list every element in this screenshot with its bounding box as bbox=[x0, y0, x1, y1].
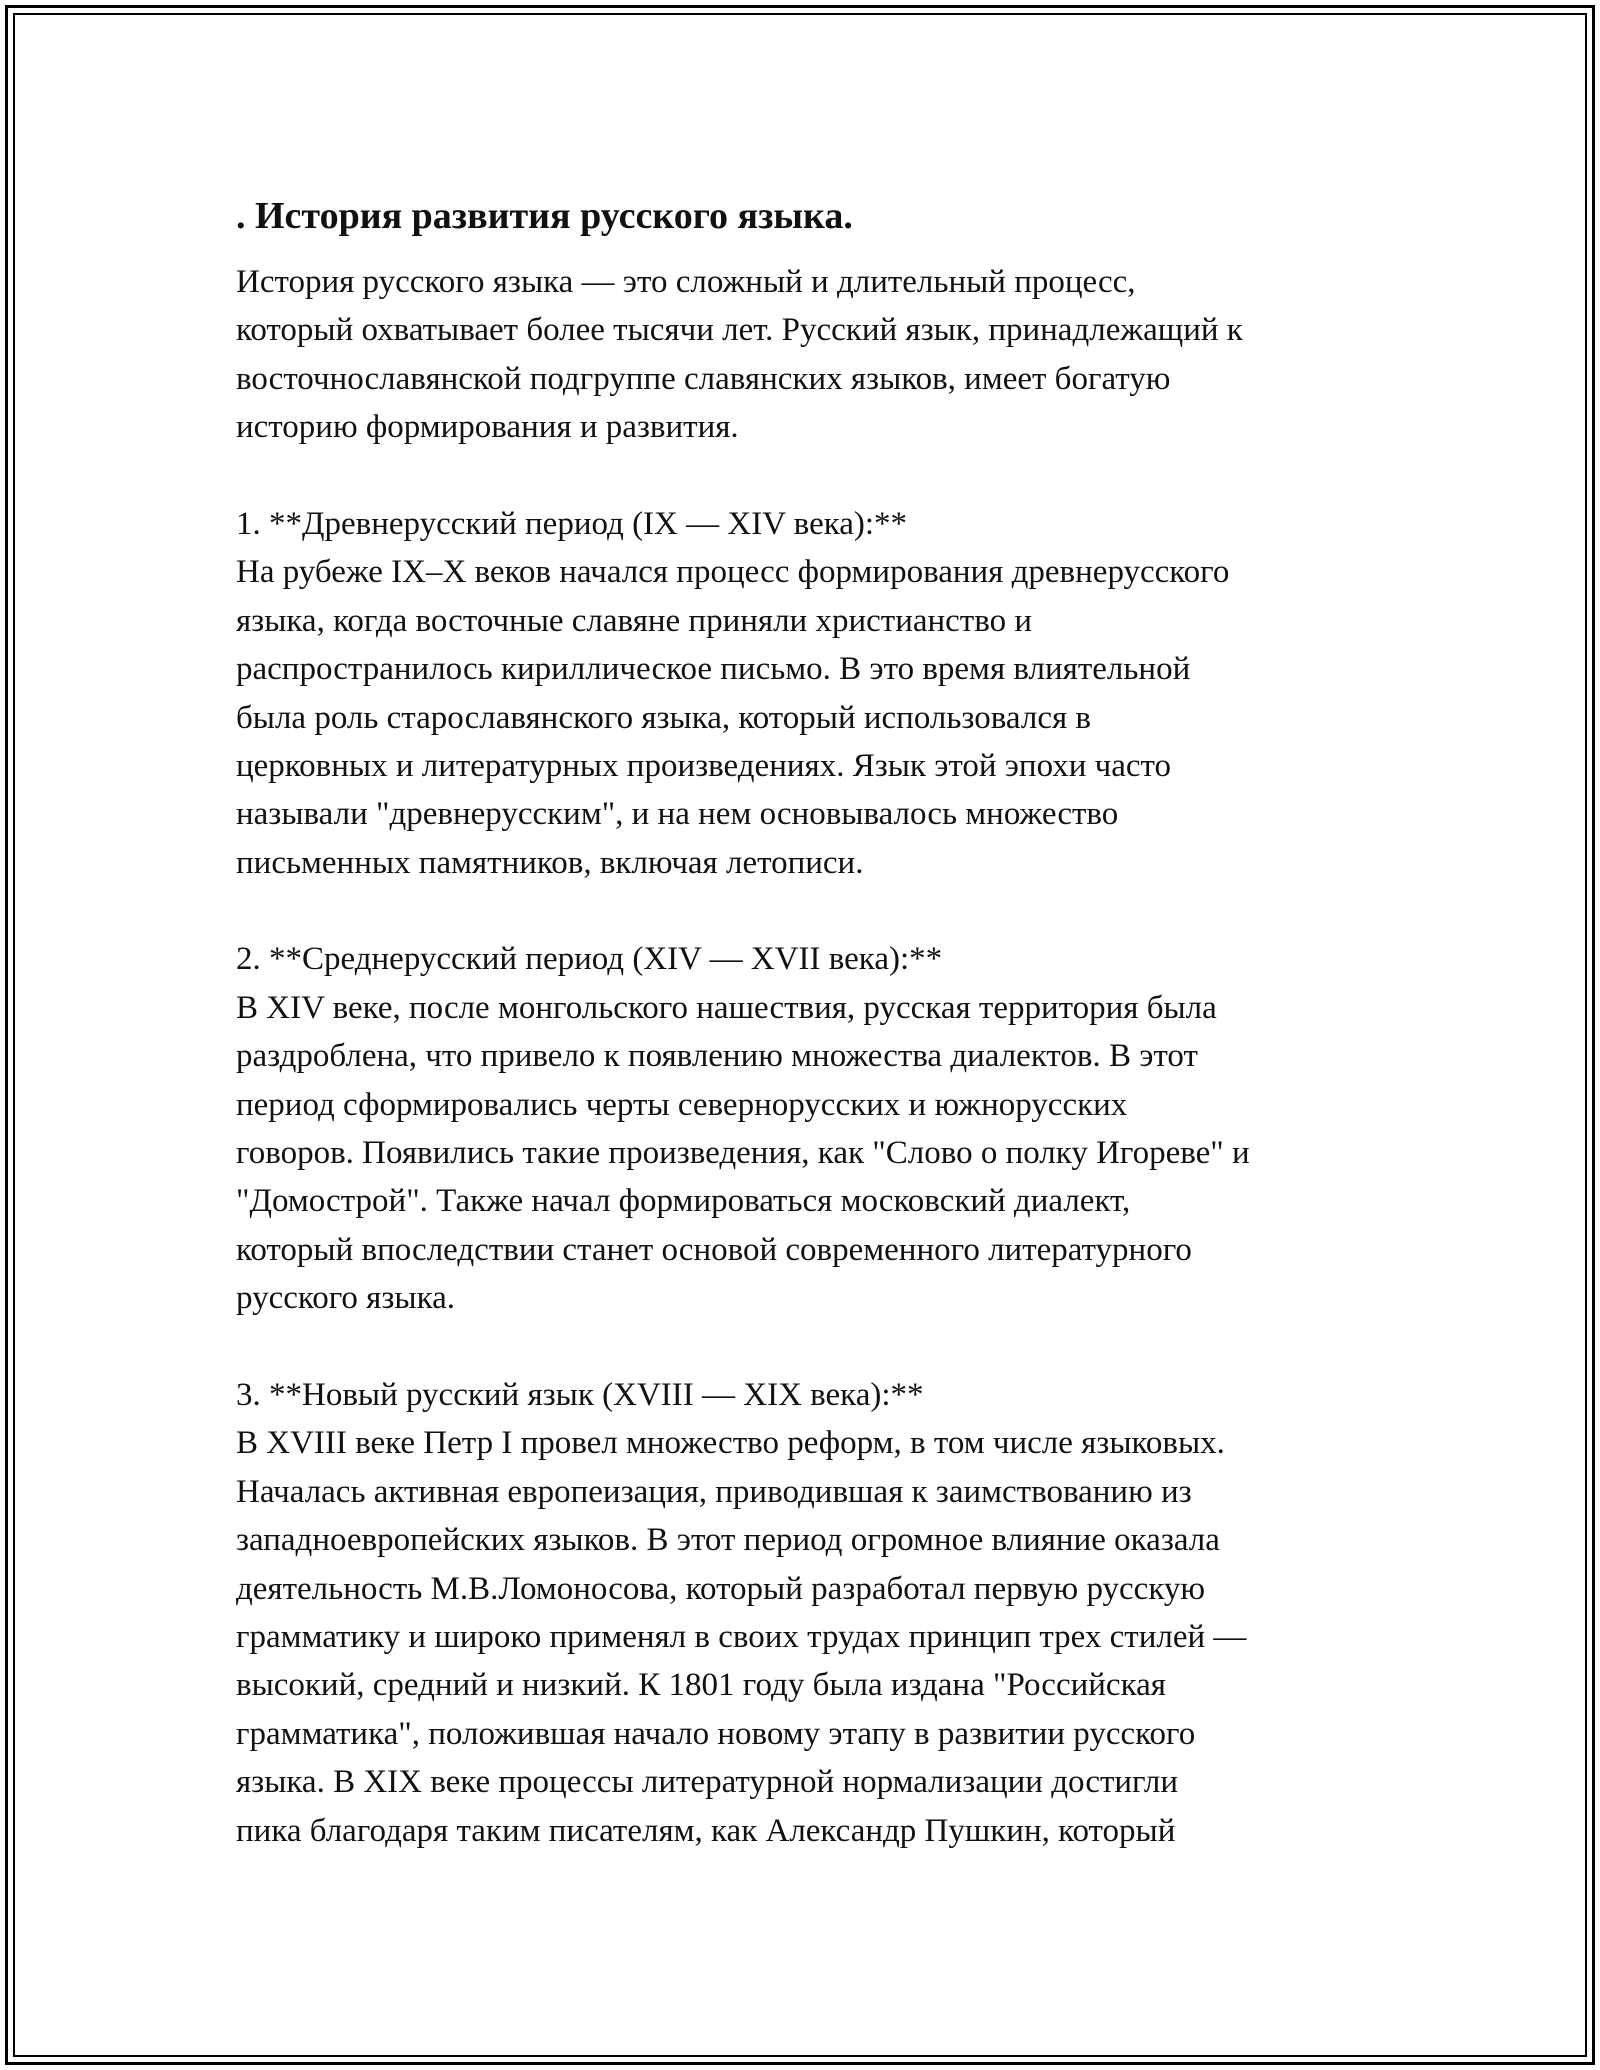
text-line: русского языка. bbox=[236, 1280, 455, 1317]
text-line: говоров. Появились такие произведения, как "Слово о полку Игореве" и bbox=[236, 1135, 1250, 1172]
text-line: пика благодаря таким писателям, как Александр Пушкин, который bbox=[236, 1812, 1176, 1849]
paragraph-middle-russian-period bbox=[236, 935, 1386, 1322]
text-line: грамматика", положившая начало новому этапу в развитии русского bbox=[236, 1715, 1196, 1752]
paragraph-new-russian-period bbox=[236, 1371, 1386, 1855]
text-line: грамматику и широко применял в своих трудах принцип трех стилей — bbox=[236, 1618, 1247, 1655]
text-line: письменных памятников, включая летописи. bbox=[236, 844, 864, 881]
text-line: который впоследствии станет основой современного литературного bbox=[236, 1231, 1192, 1268]
paragraph-old-russian-period bbox=[236, 500, 1386, 887]
text-line: На рубеже IX–X веков начался процесс формирования древнерусского bbox=[236, 554, 1230, 591]
text-line: распространилось кириллическое письмо. В это время влиятельной bbox=[236, 651, 1191, 688]
document-title: . История развития русского языка. bbox=[236, 195, 853, 237]
text-line: Началась активная европеизация, приводившая к заимствованию из bbox=[236, 1473, 1192, 1510]
text-line: который охватывает более тысячи лет. Русский язык, принадлежащий к bbox=[236, 312, 1243, 349]
document-body bbox=[236, 186, 1386, 1903]
text-line: "Домострой". Также начал формироваться московский диалект, bbox=[236, 1183, 1131, 1220]
text-line: называли "древнерусским", и на нем основывалось множество bbox=[236, 796, 1119, 833]
text-line: В XIV веке, после монгольского нашествия, русская территория была bbox=[236, 989, 1217, 1026]
text-line: церковных и литературных произведениях. Язык этой эпохи часто bbox=[236, 747, 1172, 784]
text-line: языка, когда восточные славяне приняли христианство и bbox=[236, 602, 1032, 639]
section-heading: 2. **Среднерусский период (XIV — XVII века):** bbox=[236, 941, 943, 978]
text-line: История русского языка — это сложный и длительный процесс, bbox=[236, 264, 1136, 300]
text-line: деятельность М.В.Ломоносова, который разработал первую русскую bbox=[236, 1570, 1206, 1607]
text-line: высокий, средний и низкий. К 1801 году была издана "Российская bbox=[236, 1667, 1166, 1704]
section-heading: 1. **Древнерусский период (IX — XIV века):** bbox=[236, 505, 908, 542]
text-line: В XVIII веке Петр I провел множество реформ, в том числе языковых. bbox=[236, 1425, 1225, 1462]
text-line: историю формирования и развития. bbox=[236, 409, 739, 446]
text-line: восточнославянской подгруппе славянских языков, имеет богатую bbox=[236, 360, 1171, 397]
text-line: языка. В XIX веке процессы литературной нормализации достигли bbox=[236, 1764, 1179, 1801]
text-line: период сформировались черты севернорусских и южнорусских bbox=[236, 1086, 1128, 1123]
text-line: западноевропейских языков. В этот период огромное влияние оказала bbox=[236, 1522, 1220, 1559]
text-line: была роль старославянского языка, который использовался в bbox=[236, 699, 1091, 736]
paragraph-intro bbox=[236, 258, 1386, 452]
text-line: раздроблена, что привело к появлению множества диалектов. В этот bbox=[236, 1038, 1198, 1075]
section-heading: 3. **Новый русский язык (XVIII — XIX века):** bbox=[236, 1376, 924, 1413]
